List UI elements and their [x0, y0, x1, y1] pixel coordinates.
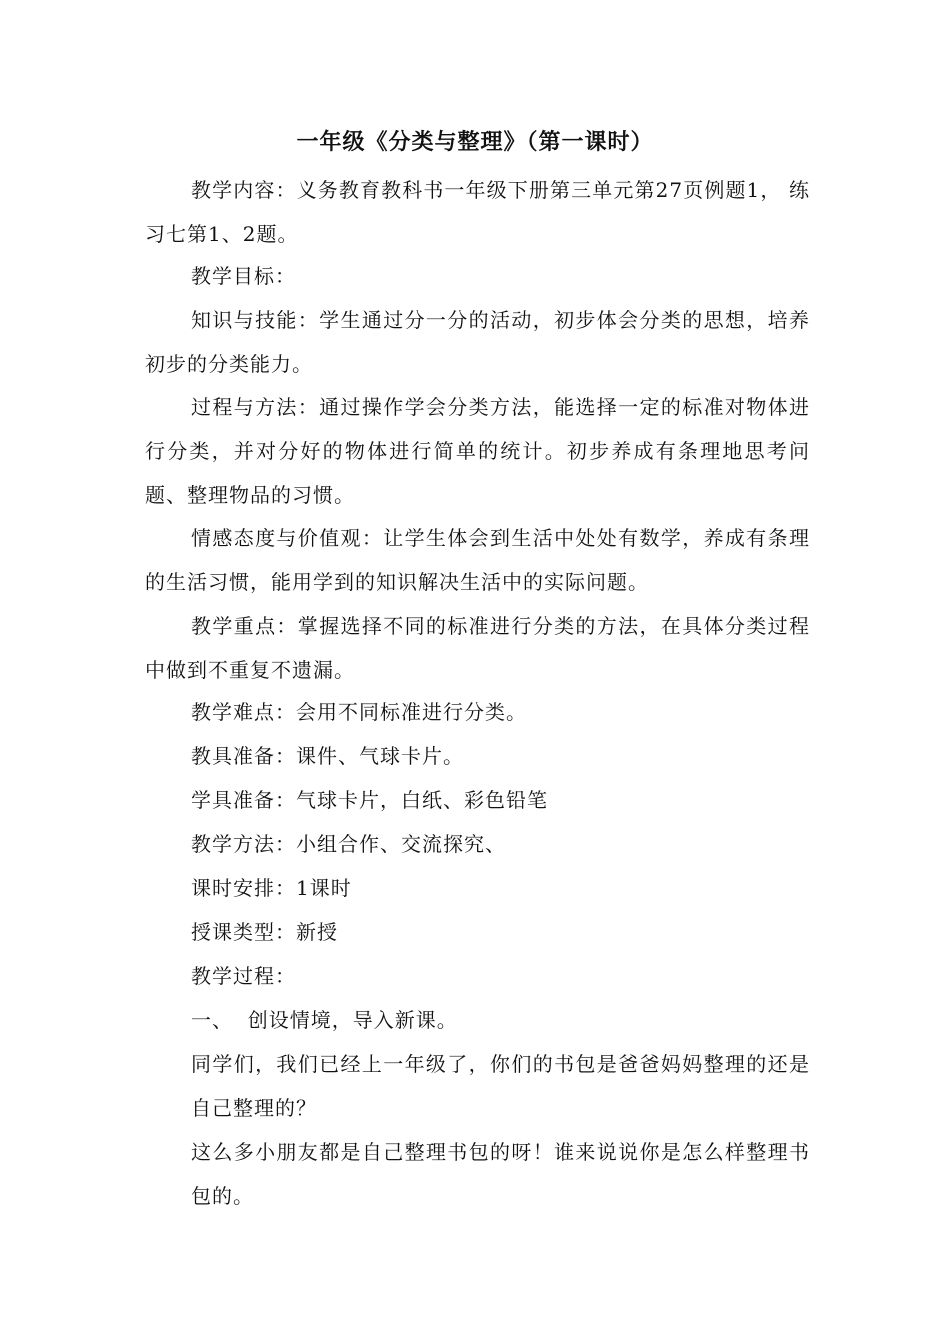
objective-knowledge: 知识与技能：学生通过分一分的活动，初步体会分类的思想，培养初步的分类能力。: [145, 308, 810, 376]
dialog-paragraph-1: 同学们，我们已经上一年级了，你们的书包是爸爸妈妈整理的还是自己整理的？: [191, 1052, 810, 1120]
teaching-method: 教学方法：小组合作、交流探究、: [191, 832, 506, 856]
section-one-heading: 一、 创设情境，导入新课。: [191, 1008, 458, 1032]
lesson-schedule: 课时安排：1课时: [191, 876, 352, 900]
document-title: 一年级《分类与整理》（第一课时）: [296, 129, 654, 155]
teaching-key-point: 教学重点：掌握选择不同的标准进行分类的方法，在具体分类过程中做到不重复不遗漏。: [145, 614, 810, 682]
objectives-heading: 教学目标：: [191, 264, 296, 288]
lesson-type: 授课类型：新授: [191, 920, 338, 944]
teacher-tools: 教具准备：课件、气球卡片。: [191, 744, 464, 768]
objective-emotion: 情感态度与价值观：让学生体会到生活中处处有数学，养成有条理的生活习惯，能用学到的知识解决生活中的实际问题。: [145, 526, 810, 594]
teaching-difficulty: 教学难点：会用不同标准进行分类。: [191, 700, 527, 724]
process-heading: 教学过程：: [191, 964, 296, 988]
teaching-content: 教学内容：义务教育教科书一年级下册第三单元第27页例题1， 练习七第1、2题。: [145, 178, 810, 246]
dialog-paragraph-2: 这么多小朋友都是自己整理书包的呀！谁来说说你是怎么样整理书包的。: [191, 1140, 810, 1208]
student-tools: 学具准备：气球卡片，白纸、彩色铅笔: [191, 788, 548, 812]
objective-process: 过程与方法：通过操作学会分类方法，能选择一定的标准对物体进行分类，并对分好的物体进行简单的统计。初步养成有条理地思考问题、整理物品的习惯。: [145, 395, 810, 507]
